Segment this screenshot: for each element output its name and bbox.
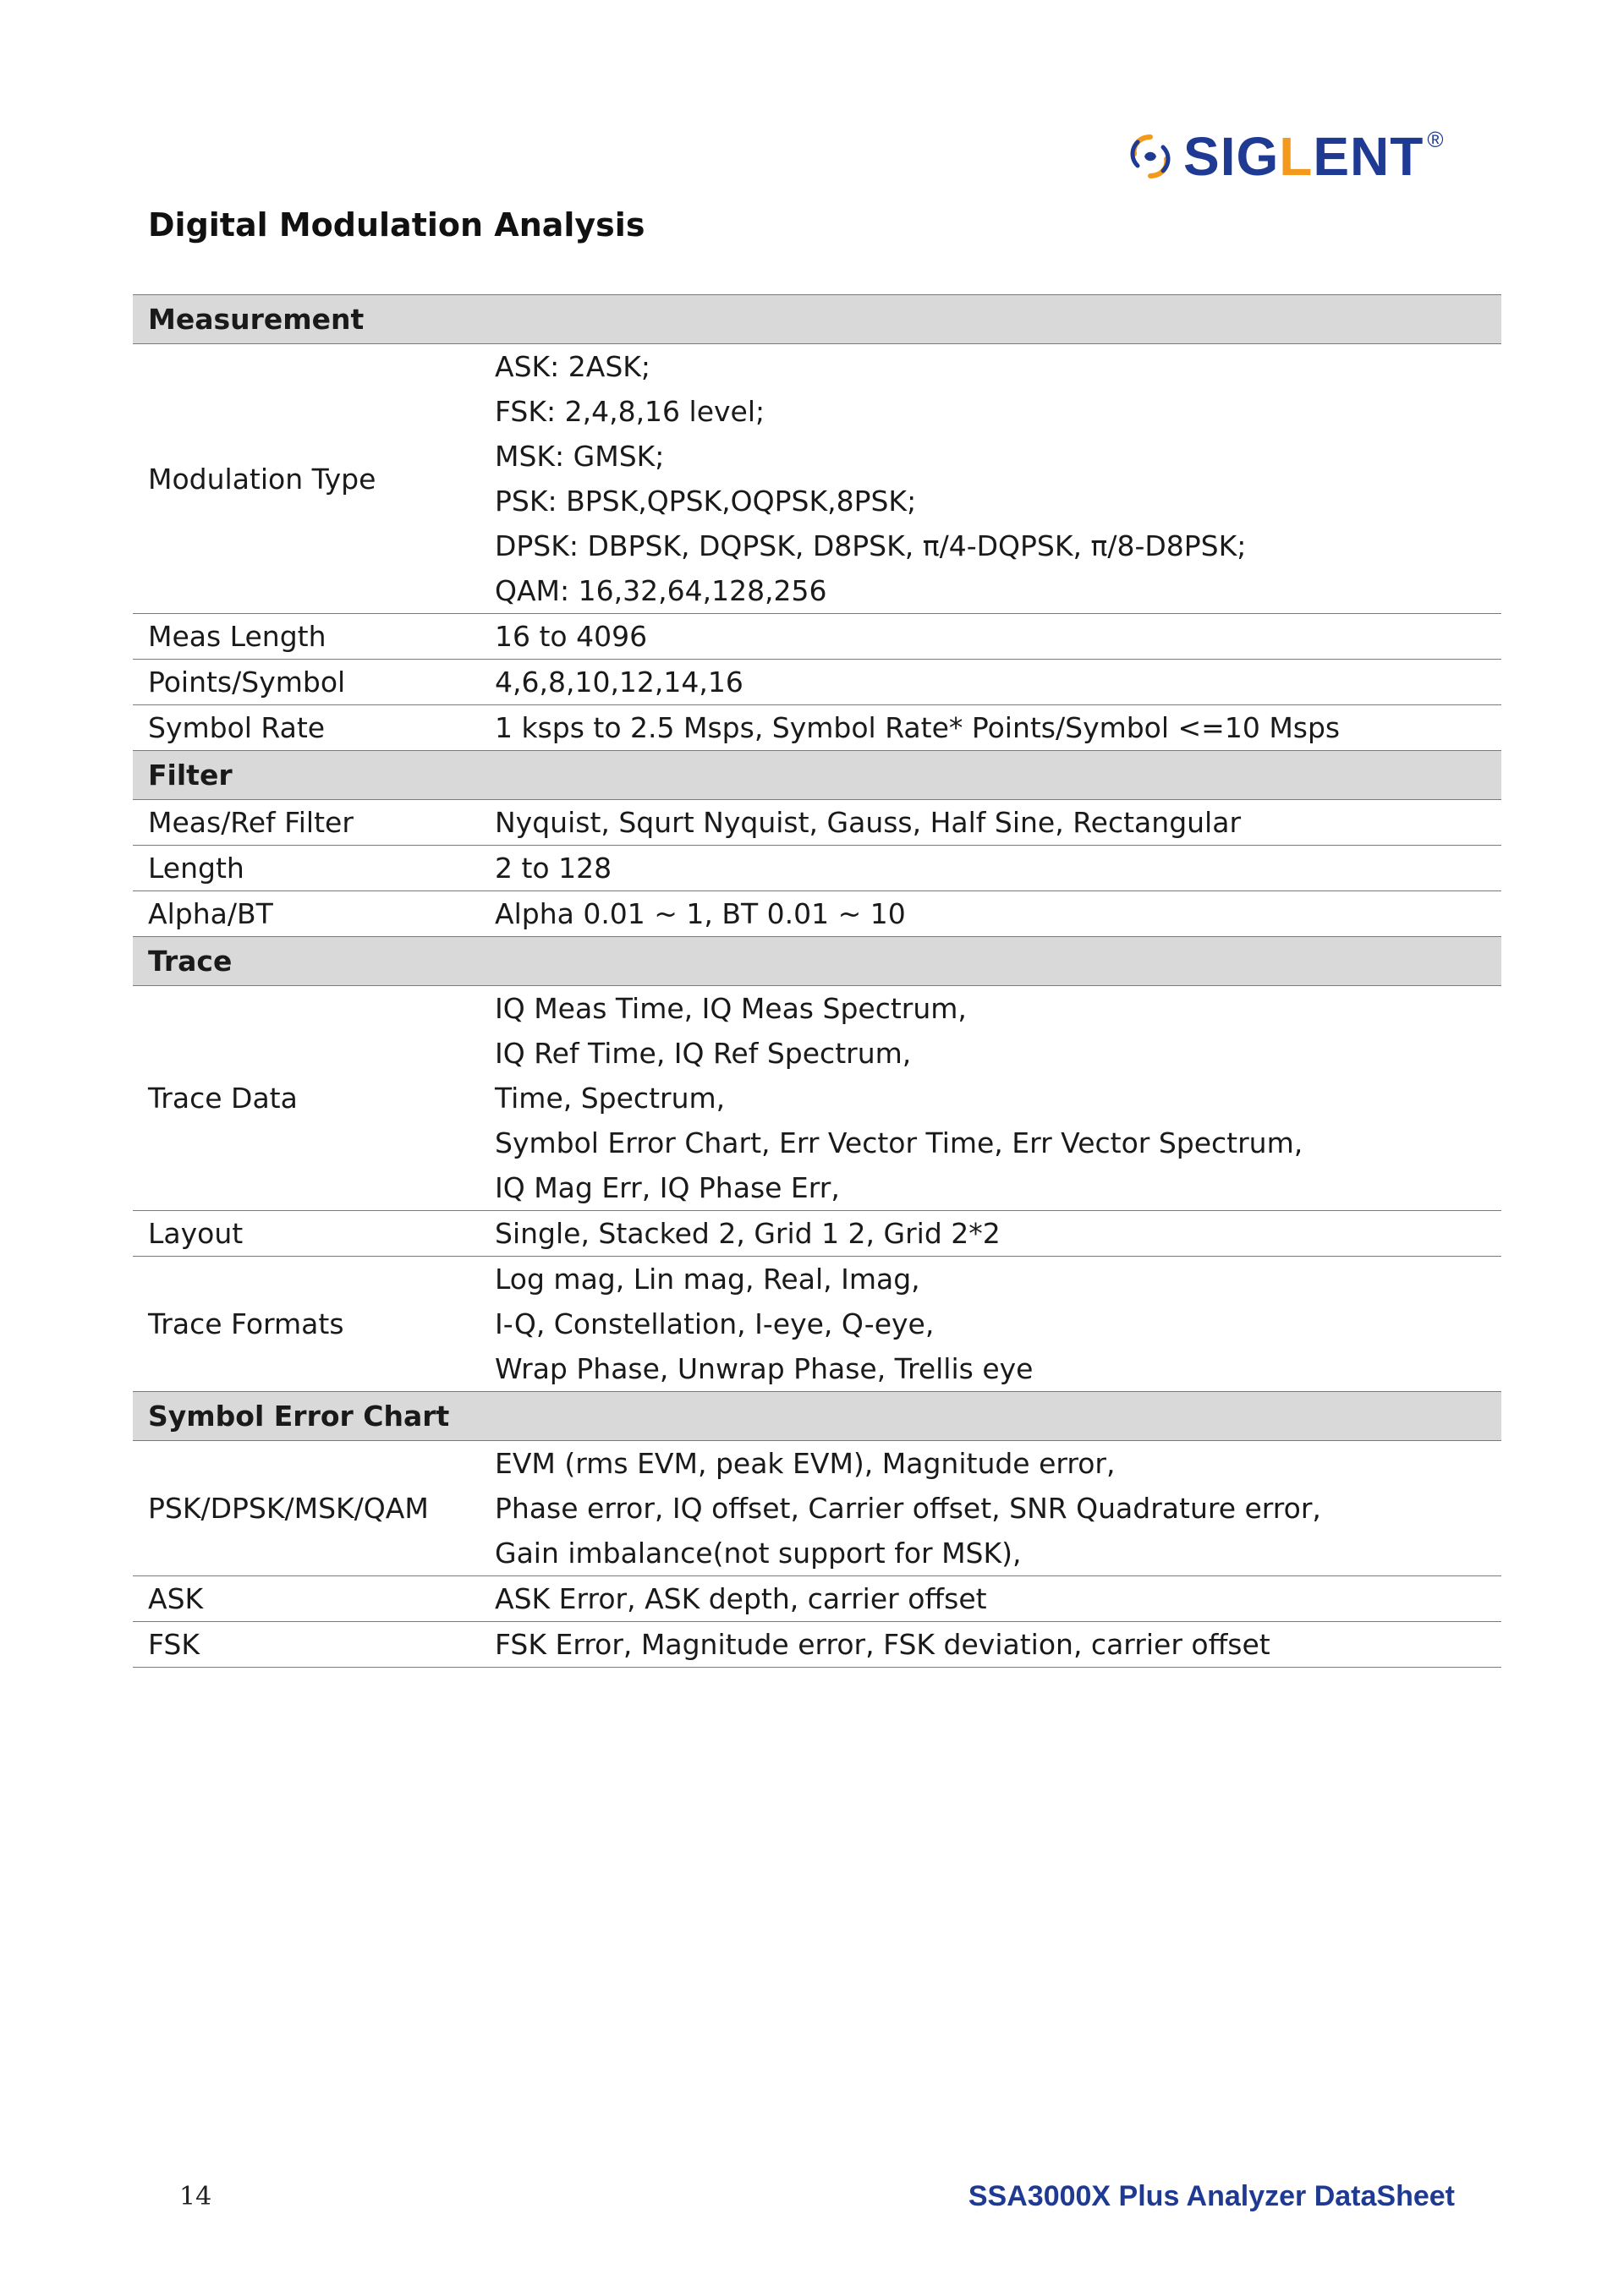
spec-row [133,1441,1501,1576]
spec-value-line: IQ Meas Time, IQ Meas Spectrum, [495,992,967,1025]
spec-key: Points/Symbol [133,660,480,705]
spec-key: Trace Formats [133,1257,480,1392]
spec-value-line: ASK: 2ASK; [495,350,651,383]
spec-value-line: FSK Error, Magnitude error, FSK deviation, carrier offset [495,1628,1270,1661]
spec-value-line: 1 ksps to 2.5 Msps, Symbol Rate* Points/Symbol <=10 Msps [495,711,1341,744]
spec-value [480,344,1501,614]
spec-value-line: Symbol Error Chart, Err Vector Time, Err Vector Spectrum, [495,1126,1303,1159]
spec-value-line: EVM (rms EVM, peak EVM), Magnitude error, [495,1447,1116,1480]
section-title: Measurement [133,295,1501,344]
spec-row [133,846,1501,891]
spec-value-line: 2 to 128 [495,852,612,885]
spec-key: Meas/Ref Filter [133,800,480,846]
spec-value-line: Phase error, IQ offset, Carrier offset, SNR Quadrature error, [495,1492,1321,1525]
spec-value-line: IQ Ref Time, IQ Ref Spectrum, [495,1037,912,1070]
spec-value-line: Wrap Phase, Unwrap Phase, Trellis eye [495,1352,1034,1385]
spec-row [133,891,1501,937]
spec-value-line: I-Q, Constellation, I-eye, Q-eye, [495,1307,935,1340]
spec-key: Trace Data [133,986,480,1211]
spec-row [133,705,1501,751]
footer-doc-title: SSA3000X Plus Analyzer DataSheet [968,2180,1455,2212]
spec-value-line: ASK Error, ASK depth, carrier offset [495,1582,987,1615]
spec-row [133,1622,1501,1668]
spec-value-line: DPSK: DBPSK, DQPSK, D8PSK, π/4-DQPSK, π/8-D8PSK; [495,529,1247,562]
logo-wordmark: SIGLENT [1183,126,1424,187]
spec-value [480,1211,1501,1257]
spec-key: Meas Length [133,614,480,660]
spec-value-line: Gain imbalance(not support for MSK), [495,1537,1022,1570]
spec-value-line: IQ Mag Err, IQ Phase Err, [495,1171,840,1204]
spec-value-line: 16 to 4096 [495,620,648,653]
spec-value-line: MSK: GMSK; [495,440,665,473]
page-number: 14 [179,2182,212,2211]
siglent-logo [1121,118,1468,195]
spec-value [480,986,1501,1211]
spec-value-line: Nyquist, Squrt Nyquist, Gauss, Half Sine, Rectangular [495,806,1242,839]
spec-key: ASK [133,1576,480,1622]
spec-row [133,986,1501,1211]
spec-value [480,846,1501,891]
spec-value [480,1622,1501,1668]
spec-key: PSK/DPSK/MSK/QAM [133,1441,480,1576]
spec-row [133,1576,1501,1622]
spec-key: Symbol Rate [133,705,480,751]
spec-row [133,660,1501,705]
spec-value-line: Time, Spectrum, [495,1082,726,1115]
spec-row [133,1211,1501,1257]
spec-key: FSK [133,1622,480,1668]
spec-value [480,705,1501,751]
spec-value [480,1576,1501,1622]
spec-value-line: PSK: BPSK,QPSK,OQPSK,8PSK; [495,485,917,518]
spec-value-line: Log mag, Lin mag, Real, Imag, [495,1263,920,1296]
spec-value [480,1257,1501,1392]
section-header-row [133,295,1501,344]
spec-row [133,344,1501,614]
spec-value [480,614,1501,660]
spec-value [480,800,1501,846]
page-title: Digital Modulation Analysis [148,206,645,244]
spec-value-line: FSK: 2,4,8,16 level; [495,395,765,428]
spec-value-line: 4,6,8,10,12,14,16 [495,666,743,699]
spec-row [133,1257,1501,1392]
spec-value-line: Alpha 0.01 ~ 1, BT 0.01 ~ 10 [495,897,906,930]
spec-table [133,294,1501,1668]
spec-key: Length [133,846,480,891]
section-header-row [133,751,1501,800]
spec-value [480,660,1501,705]
section-header-row [133,1392,1501,1441]
spec-value-line: QAM: 16,32,64,128,256 [495,574,827,607]
section-title: Filter [133,751,1501,800]
registered-mark: ® [1427,127,1444,152]
spec-row [133,800,1501,846]
section-header-row [133,937,1501,986]
spec-key: Modulation Type [133,344,480,614]
spec-value-line: Single, Stacked 2, Grid 1 2, Grid 2*2 [495,1217,1001,1250]
siglent-swirl-icon [1121,127,1180,186]
spec-key: Layout [133,1211,480,1257]
section-title: Symbol Error Chart [133,1392,1501,1441]
spec-value [480,1441,1501,1576]
spec-value [480,891,1501,937]
section-title: Trace [133,937,1501,986]
spec-row [133,614,1501,660]
spec-key: Alpha/BT [133,891,480,937]
